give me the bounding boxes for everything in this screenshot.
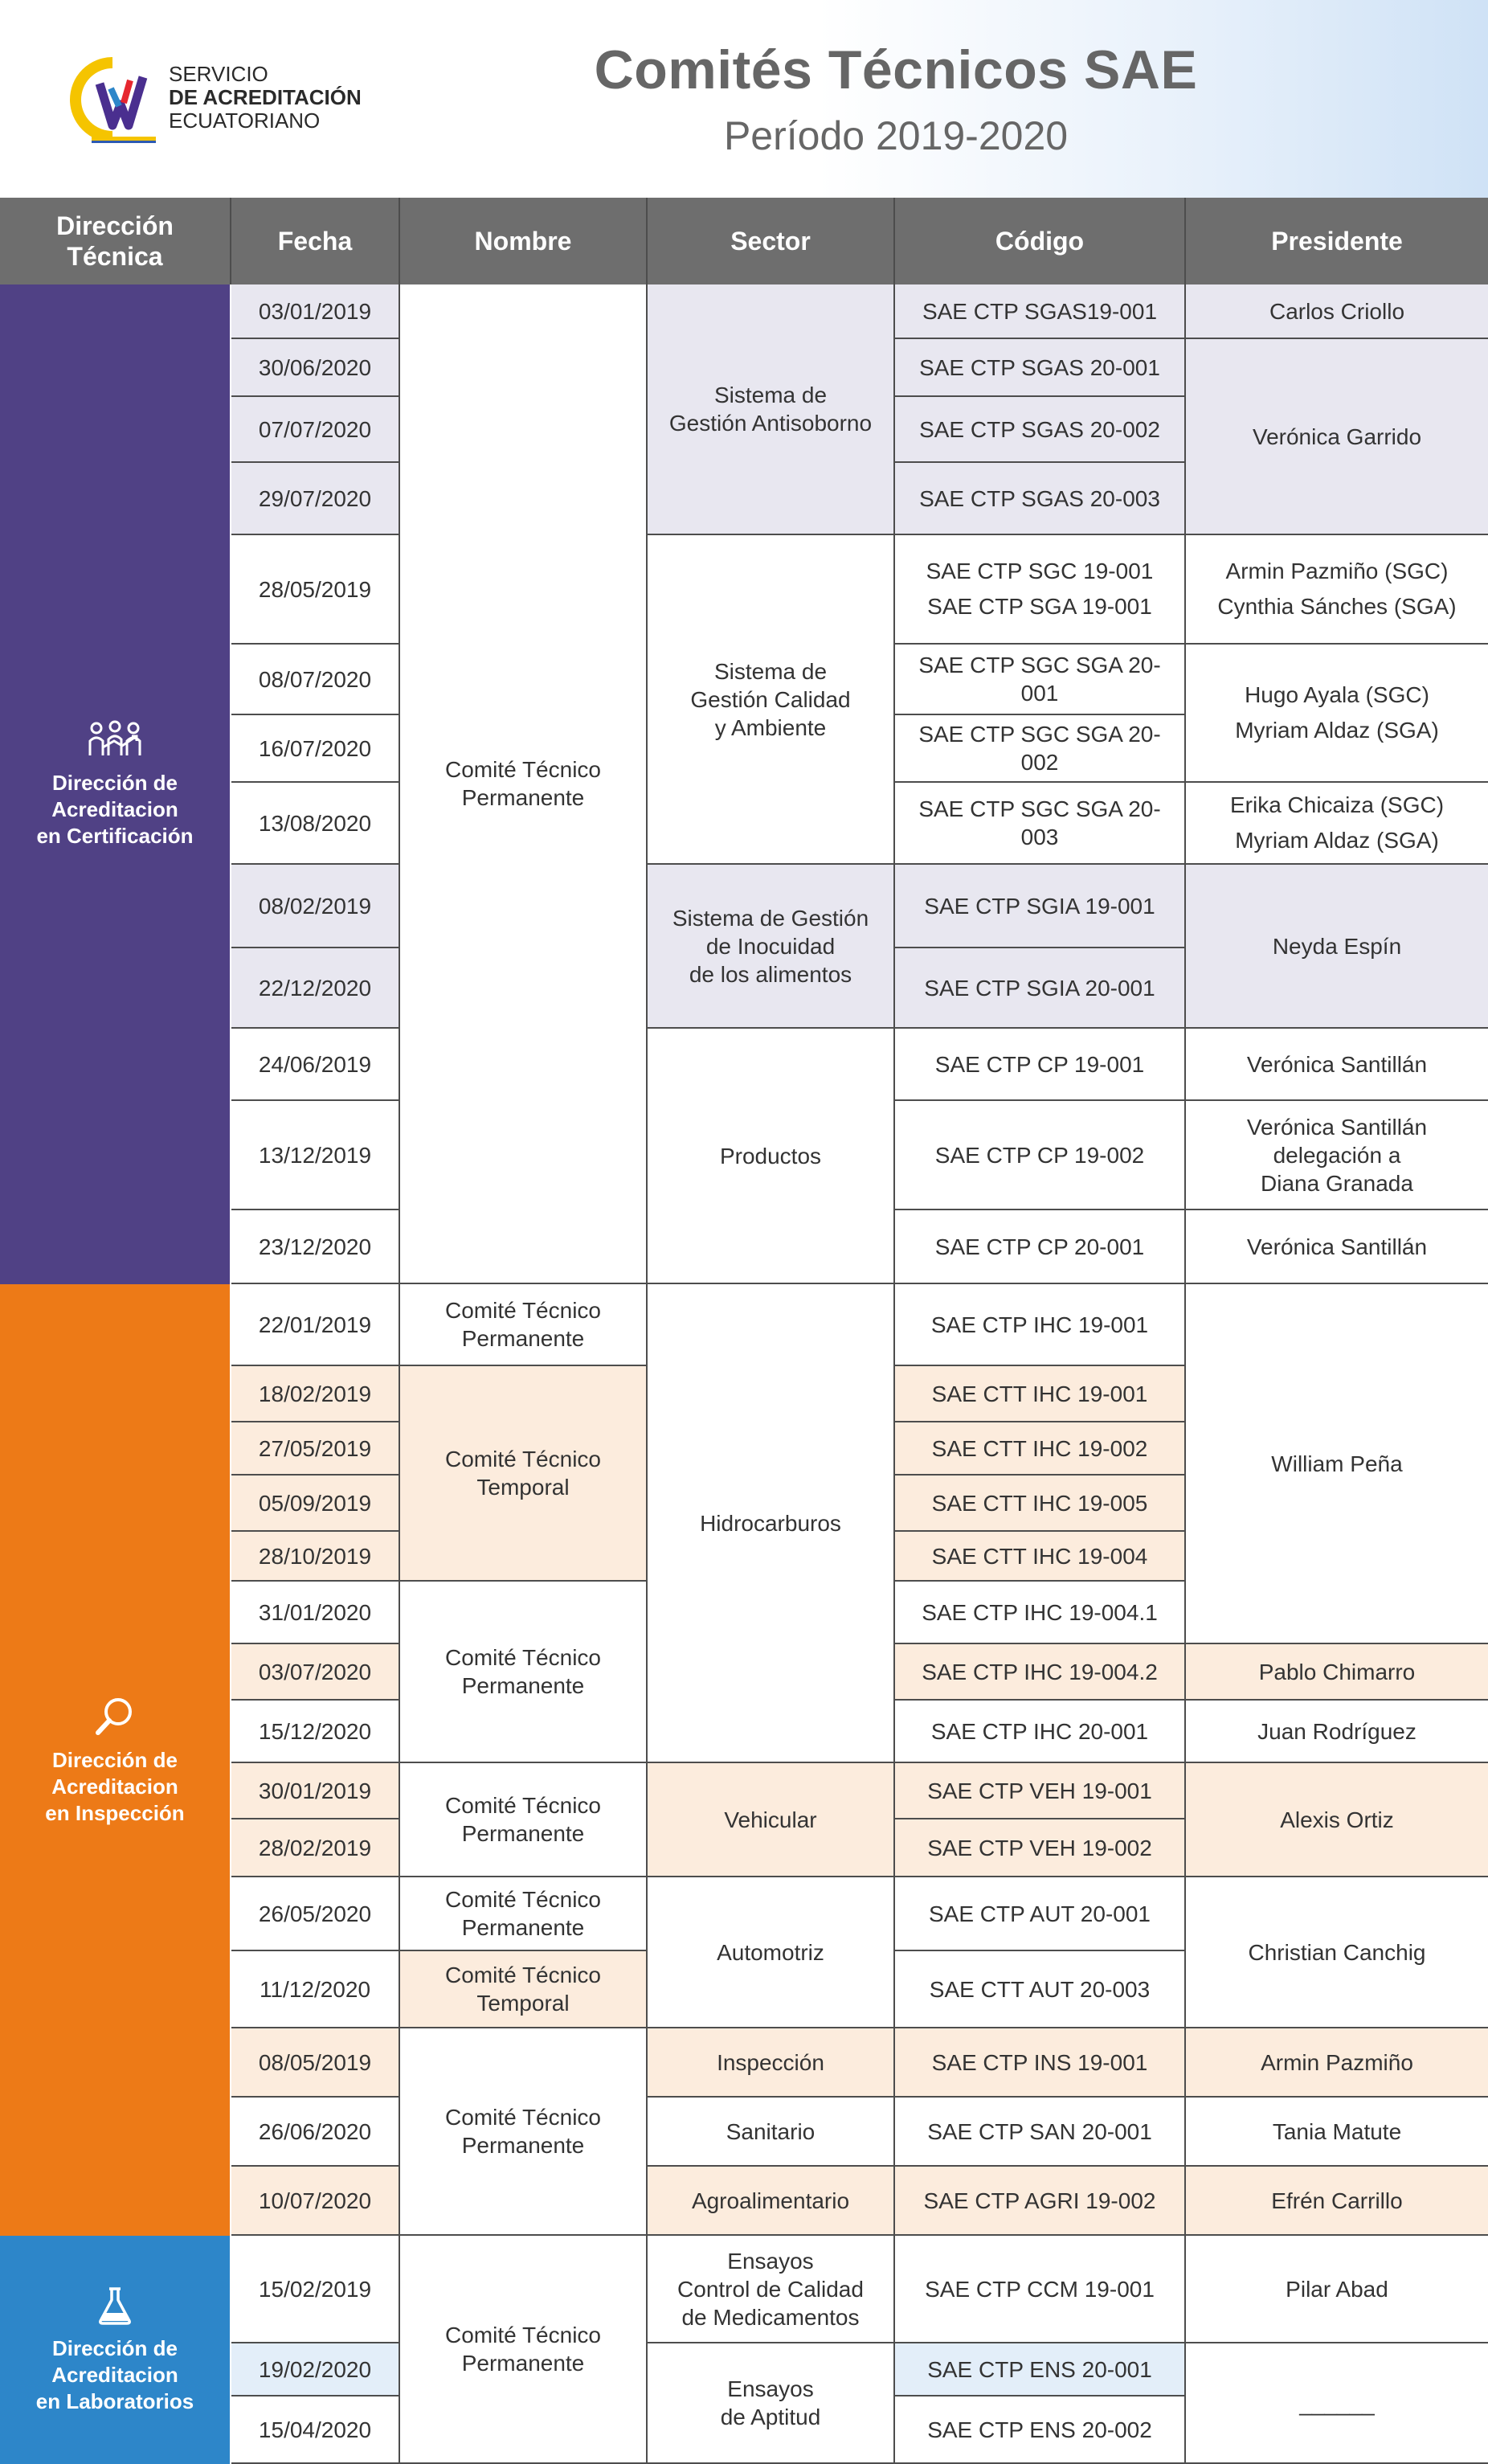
direction-laboratorios-label: Dirección de Acreditacion en Laboratorios [35, 2335, 194, 2413]
fecha-cell: 30/01/2019 [231, 1763, 400, 1819]
presidente-cell: Erika Chicaiza (SGC) Myriam Aldaz (SGA) [1186, 783, 1488, 865]
sector-cell: Agroalimentario [648, 2167, 895, 2236]
codigo-cell: SAE CTP SGAS19-001 [895, 284, 1186, 339]
flask-icon [96, 2286, 133, 2326]
presidente-cell: Neyda Espín [1186, 865, 1488, 1029]
presidente-cell: Verónica Garrido [1186, 339, 1488, 535]
direction-certificacion [0, 284, 230, 1284]
codigo-cell: SAE CTP ENS 20-001 [895, 2343, 1186, 2396]
codigo-cell: SAE CTP IHC 19-004.1 [895, 1582, 1186, 1644]
codigo-cell: SAE CTP AGRI 19-002 [895, 2167, 1186, 2236]
fecha-cell: 05/09/2019 [231, 1476, 400, 1532]
fecha-cell: 19/02/2020 [231, 2343, 400, 2396]
fecha-cell: 03/01/2019 [231, 284, 400, 339]
presidente-cell: Christian Canchig [1186, 1877, 1488, 2028]
presidente-cell: ______ [1186, 2343, 1488, 2464]
presidente-cell: Juan Rodríguez [1186, 1701, 1488, 1763]
codigo-cell: SAE CTP VEH 19-001 [895, 1763, 1186, 1819]
fecha-cell: 28/05/2019 [231, 535, 400, 645]
page-title: Comités Técnicos SAE [594, 39, 1198, 100]
fecha-cell: 15/12/2020 [231, 1701, 400, 1763]
nombre-cell: Comité Técnico Permanente [400, 2028, 648, 2236]
sector-cell: Sanitario [648, 2098, 895, 2167]
column-header-sector: Sector [648, 198, 895, 284]
presidente-cell: Pilar Abad [1186, 2236, 1488, 2343]
codigo-cell: SAE CTP IHC 19-001 [895, 1284, 1186, 1366]
nombre-cell: Comité Técnico Permanente [400, 284, 648, 1284]
codigo-cell: SAE CTP SGC 19-001 SAE CTP SGA 19-001 [895, 535, 1186, 645]
fecha-cell: 08/02/2019 [231, 865, 400, 948]
logo-line-3: ECUATORIANO [169, 108, 321, 133]
column-header-fecha: Fecha [231, 198, 400, 284]
direction-laboratorios [0, 2236, 230, 2464]
sector-cell: Sistema de Gestión Antisoborno [648, 284, 895, 535]
codigo-cell: SAE CTP SGC SGA 20-001 [895, 645, 1186, 715]
nombre-cell: Comité Técnico Permanente [400, 1877, 648, 1951]
fecha-cell: 29/07/2020 [231, 463, 400, 535]
fecha-cell: 13/12/2019 [231, 1101, 400, 1210]
codigo-cell: SAE CTP IHC 20-001 [895, 1701, 1186, 1763]
column-header-codigo: Código [895, 198, 1186, 284]
fecha-cell: 08/05/2019 [231, 2028, 400, 2098]
codigo-cell: SAE CTP SGC SGA 20-003 [895, 783, 1186, 865]
fecha-cell: 15/04/2020 [231, 2396, 400, 2464]
codigo-cell: SAE CTP SGAS 20-001 [895, 339, 1186, 397]
codigo-cell: SAE CTT IHC 19-005 [895, 1476, 1186, 1532]
fecha-cell: 10/07/2020 [231, 2167, 400, 2236]
sector-cell: Ensayos Control de Calidad de Medicamentos [648, 2236, 895, 2343]
column-header-presidente: Presidente [1186, 198, 1488, 284]
fecha-cell: 26/06/2020 [231, 2098, 400, 2167]
sector-cell: Automotriz [648, 1877, 895, 2028]
direction-inspeccion [0, 1284, 230, 2236]
sector-cell: Sistema de Gestión Calidad y Ambiente [648, 535, 895, 865]
presidente-cell: Verónica Santillán [1186, 1029, 1488, 1101]
fecha-cell: 15/02/2019 [231, 2236, 400, 2343]
sector-cell: Sistema de Gestión de Inocuidad de los alimentos [648, 865, 895, 1029]
direction-certificacion-label: Dirección de Acreditacion en Certificación [36, 770, 194, 848]
codigo-cell: SAE CTP SAN 20-001 [895, 2098, 1186, 2167]
presidente-cell: Armin Pazmiño [1186, 2028, 1488, 2098]
codigo-cell: SAE CTP CCM 19-001 [895, 2236, 1186, 2343]
fecha-cell: 07/07/2020 [231, 397, 400, 463]
codigo-cell: SAE CTP CP 20-001 [895, 1210, 1186, 1284]
fecha-cell: 03/07/2020 [231, 1644, 400, 1701]
presidente-cell: Carlos Criollo [1186, 284, 1488, 339]
column-header-nombre: Nombre [400, 198, 648, 284]
logo-line-2: DE ACREDITACIÓN [169, 85, 362, 109]
page-header [0, 0, 1488, 198]
codigo-cell: SAE CTP SGAS 20-002 [895, 397, 1186, 463]
codigo-cell: SAE CTP SGC SGA 20-002 [895, 715, 1186, 783]
codigo-cell: SAE CTP SGAS 20-003 [895, 463, 1186, 535]
nombre-cell: Comité Técnico Temporal [400, 1951, 648, 2028]
fecha-cell: 28/10/2019 [231, 1532, 400, 1582]
presidente-cell: Armin Pazmiño (SGC) Cynthia Sánches (SGA) [1186, 535, 1488, 645]
sector-cell: Vehicular [648, 1763, 895, 1877]
presidente-cell: Pablo Chimarro [1186, 1644, 1488, 1701]
sector-cell: Productos [648, 1029, 895, 1284]
sector-cell: Ensayos de Aptitud [648, 2343, 895, 2464]
codigo-cell: SAE CTP VEH 19-002 [895, 1819, 1186, 1877]
presidente-cell: Tania Matute [1186, 2098, 1488, 2167]
sae-logo [63, 56, 384, 145]
fecha-cell: 18/02/2019 [231, 1366, 400, 1422]
fecha-cell: 24/06/2019 [231, 1029, 400, 1101]
logo-line-1: SERVICIO [169, 62, 268, 86]
codigo-cell: SAE CTT IHC 19-002 [895, 1422, 1186, 1476]
fecha-cell: 22/12/2020 [231, 948, 400, 1029]
presidente-cell: Verónica Santillán [1186, 1210, 1488, 1284]
presidente-cell: Hugo Ayala (SGC) Myriam Aldaz (SGA) [1186, 645, 1488, 783]
nombre-cell: Comité Técnico Temporal [400, 1366, 648, 1582]
fecha-cell: 22/01/2019 [231, 1284, 400, 1366]
codigo-cell: SAE CTT AUT 20-003 [895, 1951, 1186, 2028]
sector-cell: Inspección [648, 2028, 895, 2098]
codigo-cell: SAE CTP ENS 20-002 [895, 2396, 1186, 2464]
codigo-cell: SAE CTP CP 19-001 [895, 1029, 1186, 1101]
codigo-cell: SAE CTP IHC 19-004.2 [895, 1644, 1186, 1701]
codigo-cell: SAE CTT IHC 19-004 [895, 1532, 1186, 1582]
page-subtitle: Período 2019-2020 [723, 113, 1069, 158]
presidente-cell: Efrén Carrillo [1186, 2167, 1488, 2236]
codigo-cell: SAE CTP SGIA 20-001 [895, 948, 1186, 1029]
nombre-cell: Comité Técnico Permanente [400, 1284, 648, 1366]
codigo-cell: SAE CTP SGIA 19-001 [895, 865, 1186, 948]
codigo-cell: SAE CTP INS 19-001 [895, 2028, 1186, 2098]
nombre-cell: Comité Técnico Permanente [400, 2236, 648, 2464]
direction-inspeccion-label: Dirección de Acreditacion en Inspección [45, 1747, 185, 1825]
nombre-cell: Comité Técnico Permanente [400, 1763, 648, 1877]
fecha-cell: 30/06/2020 [231, 339, 400, 397]
fecha-cell: 23/12/2020 [231, 1210, 400, 1284]
magnifier-icon [93, 1694, 137, 1737]
sector-cell: Hidrocarburos [648, 1284, 895, 1763]
fecha-cell: 08/07/2020 [231, 645, 400, 715]
presidente-cell: William Peña [1186, 1284, 1488, 1644]
people-chart-icon [87, 720, 143, 760]
fecha-cell: 31/01/2020 [231, 1582, 400, 1644]
codigo-cell: SAE CTP AUT 20-001 [895, 1877, 1186, 1951]
fecha-cell: 11/12/2020 [231, 1951, 400, 2028]
presidente-cell: Verónica Santillán delegación a Diana Granada [1186, 1101, 1488, 1210]
fecha-cell: 28/02/2019 [231, 1819, 400, 1877]
codigo-cell: SAE CTT IHC 19-001 [895, 1366, 1186, 1422]
fecha-cell: 13/08/2020 [231, 783, 400, 865]
fecha-cell: 27/05/2019 [231, 1422, 400, 1476]
column-header-direccion: Dirección Técnica [0, 198, 231, 284]
codigo-cell: SAE CTP CP 19-002 [895, 1101, 1186, 1210]
presidente-cell: Alexis Ortiz [1186, 1763, 1488, 1877]
fecha-cell: 16/07/2020 [231, 715, 400, 783]
sae-logo-icon [63, 56, 159, 145]
nombre-cell: Comité Técnico Permanente [400, 1582, 648, 1763]
fecha-cell: 26/05/2020 [231, 1877, 400, 1951]
logo-text [169, 63, 362, 133]
